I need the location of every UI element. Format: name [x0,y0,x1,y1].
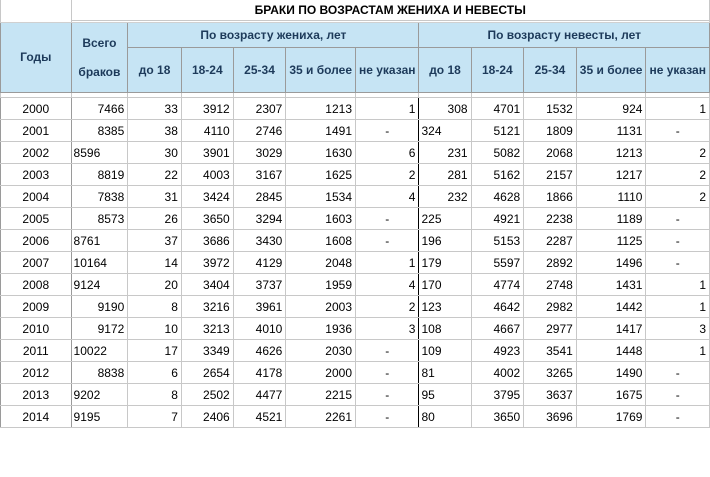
bride-value-cell[interactable]: 2 [646,142,710,164]
year-cell[interactable]: 2003 [1,164,72,186]
bride-value-cell[interactable]: 2977 [524,318,577,340]
total-cell[interactable]: 10022 [71,340,128,362]
bride-value-cell[interactable]: 1496 [576,252,646,274]
year-cell[interactable]: 2010 [1,318,72,340]
groom-value-cell[interactable]: 3404 [181,274,233,296]
groom-value-cell[interactable]: 4 [356,274,419,296]
table-row [1,296,710,318]
year-cell[interactable]: 2011 [1,340,72,362]
groom-value-cell[interactable]: 3901 [181,142,233,164]
bride-value-cell[interactable]: 4002 [471,362,524,384]
bride-age-band-header: 25-34 [524,48,577,93]
groom-value-cell[interactable]: 1603 [286,208,356,230]
year-cell[interactable]: 2002 [1,142,72,164]
table-row [1,384,710,406]
groom-value-cell[interactable]: 4477 [233,384,286,406]
groom-value-cell[interactable]: 4129 [233,252,286,274]
groom-age-band-header: 25-34 [233,48,286,93]
bride-value-cell[interactable]: 1 [646,98,710,120]
bride-value-cell[interactable]: 324 [419,120,471,142]
groom-value-cell[interactable]: 3216 [181,296,233,318]
table-row [1,274,710,296]
bride-value-cell[interactable]: 308 [419,98,471,120]
bride-value-cell[interactable]: - [646,362,710,384]
table-row [1,98,710,120]
bride-value-cell[interactable]: - [646,120,710,142]
groom-value-cell[interactable]: 3650 [181,208,233,230]
bride-value-cell[interactable]: 2157 [524,164,577,186]
groom-value-cell[interactable]: 2048 [286,252,356,274]
year-cell[interactable]: 2008 [1,274,72,296]
total-cell[interactable]: 9190 [71,296,128,318]
total-cell[interactable]: 9202 [71,384,128,406]
groom-value-cell[interactable]: - [356,120,419,142]
total-cell[interactable]: 10164 [71,252,128,274]
bride-value-cell[interactable]: 2287 [524,230,577,252]
groom-value-cell[interactable]: - [356,208,419,230]
bride-value-cell[interactable]: 5153 [471,230,524,252]
groom-value-cell[interactable]: 3972 [181,252,233,274]
bride-value-cell[interactable]: 4923 [471,340,524,362]
bride-value-cell[interactable]: 1217 [576,164,646,186]
groom-value-cell[interactable]: 1 [356,252,419,274]
groom-value-cell[interactable]: 4 [356,186,419,208]
year-cell[interactable]: 2000 [1,98,72,120]
year-cell[interactable]: 2009 [1,296,72,318]
bride-value-cell[interactable]: 1769 [576,406,646,428]
groom-value-cell[interactable]: 3686 [181,230,233,252]
table-row [1,406,710,428]
groom-value-cell[interactable]: 31 [128,186,182,208]
table-row [1,120,710,142]
bride-value-cell[interactable]: 924 [576,98,646,120]
bride-value-cell[interactable]: 1490 [576,362,646,384]
bride-value-cell[interactable]: 225 [419,208,471,230]
bride-value-cell[interactable]: 1675 [576,384,646,406]
groom-value-cell[interactable]: 8 [128,384,182,406]
groom-value-cell[interactable]: 3029 [233,142,286,164]
bride-value-cell[interactable]: 1213 [576,142,646,164]
bride-value-cell[interactable]: 5121 [471,120,524,142]
header-years: Годы [1,23,72,93]
groom-value-cell[interactable]: 3424 [181,186,233,208]
table-row [1,142,710,164]
total-cell[interactable]: 8573 [71,208,128,230]
groom-value-cell[interactable]: 3167 [233,164,286,186]
bride-value-cell[interactable]: 232 [419,186,471,208]
table-row [1,362,710,384]
bride-value-cell[interactable]: 170 [419,274,471,296]
groom-value-cell[interactable]: 3 [356,318,419,340]
total-cell[interactable]: 7466 [71,98,128,120]
groom-value-cell[interactable]: 4178 [233,362,286,384]
groom-age-band-header: до 18 [128,48,182,93]
groom-value-cell[interactable]: 2307 [233,98,286,120]
table-row [1,164,710,186]
groom-age-band-header: 18-24 [181,48,233,93]
groom-value-cell[interactable]: 4110 [181,120,233,142]
bride-value-cell[interactable]: - [646,230,710,252]
groom-value-cell[interactable]: 1608 [286,230,356,252]
bride-value-cell[interactable]: 123 [419,296,471,318]
bride-value-cell[interactable]: 2 [646,164,710,186]
bride-value-cell[interactable]: - [646,252,710,274]
bride-value-cell[interactable]: 1 [646,274,710,296]
groom-value-cell[interactable]: 22 [128,164,182,186]
bride-value-cell[interactable]: 4921 [471,208,524,230]
bride-value-cell[interactable]: 5082 [471,142,524,164]
year-cell[interactable]: 2014 [1,406,72,428]
header-total [71,23,128,93]
groom-value-cell[interactable]: 14 [128,252,182,274]
year-cell[interactable]: 2001 [1,120,72,142]
bride-value-cell[interactable]: 2238 [524,208,577,230]
bride-value-cell[interactable]: 231 [419,142,471,164]
year-cell[interactable]: 2012 [1,362,72,384]
bride-value-cell[interactable]: 196 [419,230,471,252]
groom-value-cell[interactable]: 20 [128,274,182,296]
bride-age-band-header: 18-24 [471,48,524,93]
groom-value-cell[interactable]: 4626 [233,340,286,362]
groom-value-cell[interactable]: 2845 [233,186,286,208]
table-row [1,318,710,340]
total-cell[interactable]: 8761 [71,230,128,252]
groom-value-cell[interactable]: 6 [356,142,419,164]
groom-value-cell[interactable]: - [356,340,419,362]
total-cell[interactable]: 8819 [71,164,128,186]
groom-value-cell[interactable]: 2000 [286,362,356,384]
groom-value-cell[interactable]: 33 [128,98,182,120]
groom-value-cell[interactable]: 2030 [286,340,356,362]
bride-value-cell[interactable]: 1125 [576,230,646,252]
groom-value-cell[interactable]: 38 [128,120,182,142]
groom-value-cell[interactable]: 2654 [181,362,233,384]
groom-age-band-header: не указан [356,48,419,93]
total-cell[interactable]: 8596 [71,142,128,164]
groom-value-cell[interactable]: 2261 [286,406,356,428]
groom-value-cell[interactable]: - [356,384,419,406]
groom-value-cell[interactable]: 8 [128,296,182,318]
bride-value-cell[interactable]: 2068 [524,142,577,164]
groom-value-cell[interactable]: 1959 [286,274,356,296]
bride-value-cell[interactable]: 2982 [524,296,577,318]
total-cell[interactable]: 9124 [71,274,128,296]
groom-value-cell[interactable]: - [356,362,419,384]
bride-value-cell[interactable]: 1442 [576,296,646,318]
bride-value-cell[interactable]: 3 [646,318,710,340]
empty-cell[interactable] [1,0,72,21]
bride-value-cell[interactable]: 281 [419,164,471,186]
bride-value-cell[interactable]: 4642 [471,296,524,318]
groom-value-cell[interactable]: 26 [128,208,182,230]
total-cell[interactable]: 7838 [71,186,128,208]
bride-value-cell[interactable]: 1131 [576,120,646,142]
groom-value-cell[interactable]: 2003 [286,296,356,318]
groom-value-cell[interactable]: 3294 [233,208,286,230]
total-cell[interactable]: 8838 [71,362,128,384]
groom-value-cell[interactable]: 1625 [286,164,356,186]
bride-value-cell[interactable]: 1417 [576,318,646,340]
header-bride-group: По возрасту невесты, лет [419,23,710,48]
bride-value-cell[interactable]: - [646,406,710,428]
year-cell[interactable]: 2006 [1,230,72,252]
groom-value-cell[interactable]: 1534 [286,186,356,208]
year-cell[interactable]: 2004 [1,186,72,208]
bride-value-cell[interactable]: 95 [419,384,471,406]
data-body [1,98,710,428]
bride-value-cell[interactable]: 1532 [524,98,577,120]
bride-value-cell[interactable]: - [646,208,710,230]
bride-age-band-header: до 18 [419,48,471,93]
groom-value-cell[interactable]: 37 [128,230,182,252]
groom-value-cell[interactable]: 2746 [233,120,286,142]
bride-value-cell[interactable]: 5597 [471,252,524,274]
bride-value-cell[interactable]: 1448 [576,340,646,362]
groom-value-cell[interactable]: 3430 [233,230,286,252]
bride-value-cell[interactable]: 81 [419,362,471,384]
bride-value-cell[interactable]: - [646,384,710,406]
table-row [1,340,710,362]
header-total-line1: Всего [82,35,117,50]
groom-value-cell[interactable]: - [356,406,419,428]
bride-value-cell[interactable]: 2892 [524,252,577,274]
total-cell[interactable]: 9172 [71,318,128,340]
bride-value-cell[interactable]: 1110 [576,186,646,208]
bride-value-cell[interactable]: 3541 [524,340,577,362]
year-cell[interactable]: 2013 [1,384,72,406]
groom-value-cell[interactable]: 2406 [181,406,233,428]
total-cell[interactable]: 9195 [71,406,128,428]
bride-value-cell[interactable]: 5162 [471,164,524,186]
groom-value-cell[interactable]: 7 [128,406,182,428]
bride-age-band-header: 35 и более [576,48,646,93]
groom-value-cell[interactable]: 3961 [233,296,286,318]
groom-value-cell[interactable]: 1491 [286,120,356,142]
table-row [1,208,710,230]
bride-value-cell[interactable]: 1809 [524,120,577,142]
groom-value-cell[interactable]: - [356,230,419,252]
bride-value-cell[interactable]: 179 [419,252,471,274]
groom-value-cell[interactable]: 1630 [286,142,356,164]
table-title: БРАКИ ПО ВОЗРАСТАМ ЖЕНИХА И НЕВЕСТЫ [71,0,709,21]
bride-value-cell[interactable]: 4628 [471,186,524,208]
table-row [1,252,710,274]
groom-value-cell[interactable]: 1936 [286,318,356,340]
groom-value-cell[interactable]: 17 [128,340,182,362]
groom-value-cell[interactable]: 3349 [181,340,233,362]
bride-value-cell[interactable]: 3650 [471,406,524,428]
groom-value-cell[interactable]: 6 [128,362,182,384]
bride-value-cell[interactable]: 4774 [471,274,524,296]
bride-age-band-header: не указан [646,48,710,93]
bride-value-cell[interactable]: 3696 [524,406,577,428]
bride-value-cell[interactable]: 1431 [576,274,646,296]
total-cell[interactable]: 8385 [71,120,128,142]
bride-value-cell[interactable]: 3637 [524,384,577,406]
groom-value-cell[interactable]: 3737 [233,274,286,296]
header-groom-group: По возрасту жениха, лет [128,23,419,48]
year-cell[interactable]: 2005 [1,208,72,230]
bride-value-cell[interactable]: 1866 [524,186,577,208]
bride-value-cell[interactable]: 2748 [524,274,577,296]
year-cell[interactable]: 2007 [1,252,72,274]
groom-value-cell[interactable]: 10 [128,318,182,340]
bride-value-cell[interactable]: 4667 [471,318,524,340]
bride-value-cell[interactable]: 1 [646,340,710,362]
groom-value-cell[interactable]: 4521 [233,406,286,428]
groom-value-cell[interactable]: 30 [128,142,182,164]
groom-value-cell[interactable]: 2 [356,164,419,186]
bride-value-cell[interactable]: 3795 [471,384,524,406]
groom-value-cell[interactable]: 2502 [181,384,233,406]
groom-value-cell[interactable]: 4003 [181,164,233,186]
groom-value-cell[interactable]: 2215 [286,384,356,406]
groom-age-band-header: 35 и более [286,48,356,93]
bride-value-cell[interactable]: 109 [419,340,471,362]
bride-value-cell[interactable]: 2 [646,186,710,208]
table-row [1,186,710,208]
bride-value-cell[interactable]: 108 [419,318,471,340]
groom-value-cell[interactable]: 3213 [181,318,233,340]
groom-value-cell[interactable]: 1213 [286,98,356,120]
groom-value-cell[interactable]: 3912 [181,98,233,120]
bride-value-cell[interactable]: 80 [419,406,471,428]
bride-value-cell[interactable]: 1 [646,296,710,318]
groom-value-cell[interactable]: 2 [356,296,419,318]
groom-value-cell[interactable]: 4010 [233,318,286,340]
groom-value-cell[interactable]: 1 [356,98,419,120]
header-total-line2: браков [78,64,121,79]
table-row [1,230,710,252]
bride-value-cell[interactable]: 4701 [471,98,524,120]
bride-value-cell[interactable]: 1189 [576,208,646,230]
bride-value-cell[interactable]: 3265 [524,362,577,384]
